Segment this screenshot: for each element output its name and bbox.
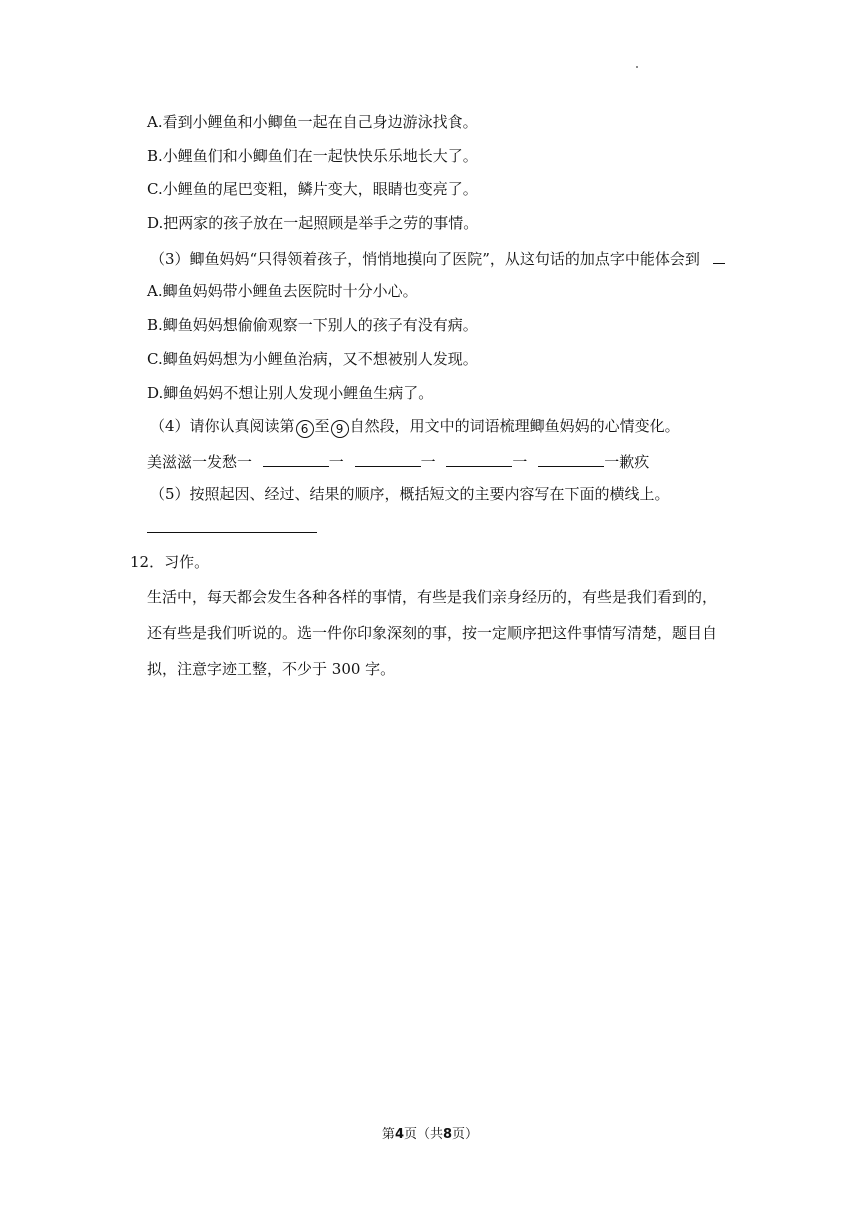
footer-pre: 第 [381,1127,395,1142]
q3-stem [150,247,725,269]
q4-stem-pre: （4）请你认真阅读第 [150,417,295,435]
q4-blank-3[interactable] [446,450,512,467]
q4-chain-end: 一歉疚 [604,453,650,471]
circled-number-9: 9 [331,420,349,438]
q12-body-line-3: 拟，注意字迹工整，不少于 300 字。 [147,660,396,678]
q12-body-line-2: 还有些是我们听说的。选一件你印象深刻的事，按一定顺序把这件事情写清楚，题目自 [147,624,718,642]
q4-blank-2[interactable] [355,450,421,467]
q3-option-b: B.鲫鱼妈妈想偷偷观察一下别人的孩子有没有病。 [147,316,478,334]
q3-stem-text: （3）鲫鱼妈妈“只得领着孩子，悄悄地摸向了医院”，从这句话的加点字中能体会到 [150,250,700,268]
q4-stem-mid: 至 [314,417,330,435]
q4-stem [150,416,680,438]
footer-post: 页） [452,1127,479,1142]
q12-number: 12． [130,553,165,571]
q3-option-c: C.鲫鱼妈妈想为小鲤鱼治病，又不想被别人发现。 [147,350,478,368]
q2-option-d: D.把两家的孩子放在一起照顾是举手之劳的事情。 [147,214,479,232]
q4-sep-1: 一 [328,453,344,471]
q4-blank-1[interactable] [263,450,329,467]
q4-sep-2: 一 [420,453,436,471]
q5-answer-line[interactable] [147,532,317,533]
q2-option-c: C.小鲤鱼的尾巴变粗，鳞片变大，眼睛也变亮了。 [147,180,478,198]
q12-title: 习作。 [164,553,210,571]
q4-sep-3: 一 [512,453,528,471]
q12-heading [130,552,209,572]
q3-option-d: D.鲫鱼妈妈不想让别人发现小鲤鱼生病了。 [147,384,434,402]
q12-body-line-1: 生活中，每天都会发生各种各样的事情，有些是我们亲身经历的，有些是我们看到的， [147,588,718,606]
q5-stem: （5）按照起因、经过、结果的顺序，概括短文的主要内容写在下面的横线上。 [150,485,670,503]
page-footer [0,1126,860,1144]
circled-number-6: 6 [296,420,314,438]
q4-mood-chain [147,450,649,472]
q4-stem-post: 自然段，用文中的词语梳理鲫鱼妈妈的心情变化。 [349,417,680,435]
q3-answer-blank[interactable] [713,247,725,264]
q4-blank-4[interactable] [538,450,604,467]
q2-option-a: A.看到小鲤鱼和小鲫鱼一起在自己身边游泳找食。 [147,113,478,131]
scan-dot [636,66,638,68]
q4-chain-start: 美滋滋一发愁一 [147,453,253,471]
footer-total-pages: 8 [443,1127,453,1142]
q2-option-b: B.小鲤鱼们和小鲫鱼们在一起快快乐乐地长大了。 [147,147,478,165]
footer-page-number: 4 [394,1127,404,1142]
footer-mid: 页（共 [403,1127,443,1142]
q3-option-a: A.鲫鱼妈妈带小鲤鱼去医院时十分小心。 [147,282,418,300]
